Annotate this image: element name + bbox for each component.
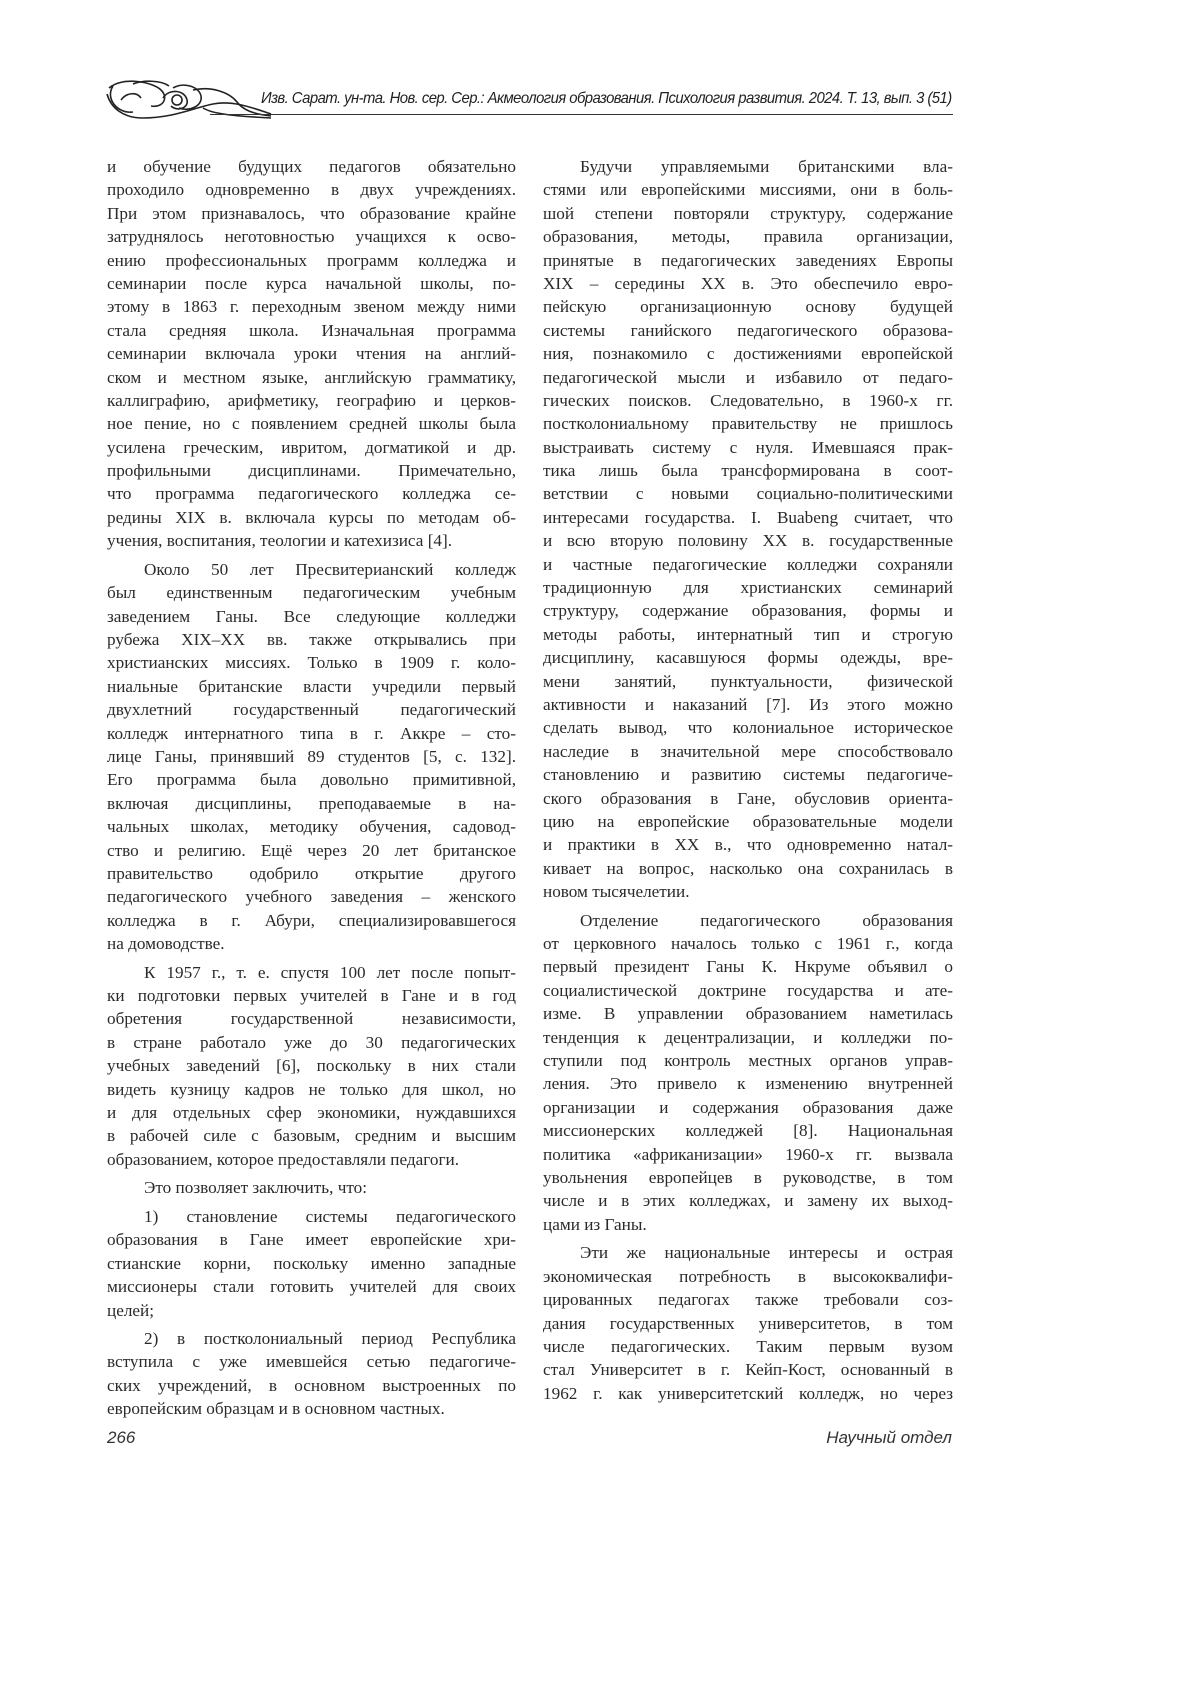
text-line: ступили под контроль местных органов управ- <box>543 1049 953 1072</box>
text-line: ство и религию. Ещё через 20 лет британское <box>107 839 516 862</box>
text-line: рубежа XIX–XX вв. также открывались при <box>107 628 516 651</box>
text-line: миссионеры стали готовить учителей для своих <box>107 1275 516 1298</box>
text-line: тенденция к децентрализации, и колледжи по- <box>543 1026 953 1049</box>
text-line: кивает на вопрос, насколько она сохранилась в <box>543 857 953 880</box>
paragraph <box>107 961 516 1172</box>
text-line: в рабочей силе с базовым, средним и высшим <box>107 1124 516 1147</box>
text-line: стала средняя школа. Изначальная программа <box>107 319 516 342</box>
text-line: социалистической доктрине государства и ате- <box>543 979 953 1002</box>
text-line: видеть кузницу кадров не только для школ, но <box>107 1078 516 1101</box>
text-line: политика «африканизации» 1960-х гг. вызвала <box>543 1143 953 1166</box>
text-line: цию на европейские образовательные модели <box>543 810 953 833</box>
text-line: ском и местном языке, английскую грамматику, <box>107 366 516 389</box>
header-divider <box>210 114 953 115</box>
text-line: в стране работало уже до 30 педагогических <box>107 1031 516 1054</box>
text-line: К 1957 г., т. е. спустя 100 лет после попыт- <box>107 961 516 984</box>
text-line: дисциплину, касавшуюся формы одежды, вре- <box>543 646 953 669</box>
text-line: учения, воспитания, теологии и катехизиса [4]. <box>107 529 516 552</box>
text-line: редины XIX в. включала курсы по методам об- <box>107 506 516 529</box>
text-line: числе педагогических. Таким первым вузом <box>543 1335 953 1358</box>
text-line: XIX – середины XX в. Это обеспечило евро- <box>543 272 953 295</box>
text-line: стями или европейскими миссиями, они в боль- <box>543 178 953 201</box>
text-line: педагогического учебного заведения – женского <box>107 885 516 908</box>
paragraph <box>107 1176 516 1199</box>
text-line: выстраивать систему с нуля. Имевшаяся прак- <box>543 436 953 459</box>
text-line: от церковного началось только с 1961 г., когда <box>543 932 953 955</box>
text-line: новом тысячелетии. <box>543 880 953 903</box>
text-line: заведением Ганы. Все следующие колледжи <box>107 605 516 628</box>
text-line: педагогической мысли и избавило от педаго- <box>543 366 953 389</box>
text-line: колледж интернатного типа в г. Аккре – сто- <box>107 722 516 745</box>
text-line: и обучение будущих педагогов обязательно <box>107 155 516 178</box>
text-line: активности и наказаний [7]. Из этого можно <box>543 693 953 716</box>
text-line: усилена греческим, ивритом, догматикой и др. <box>107 436 516 459</box>
text-line: принятые в педагогических заведениях Европы <box>543 249 953 272</box>
text-line: лице Ганы, принявший 89 студентов [5, с. 132]. <box>107 745 516 768</box>
text-line: 2) в постколониальный период Республика <box>107 1327 516 1350</box>
text-line: стал Университет в г. Кейп-Кост, основанный в <box>543 1358 953 1381</box>
text-line: включая дисциплины, преподаваемые в на- <box>107 792 516 815</box>
text-line: организации и содержания образования даже <box>543 1096 953 1119</box>
text-line: и всю вторую половину XX в. государственные <box>543 529 953 552</box>
text-line: ского образования в Гане, обусловив ориента- <box>543 787 953 810</box>
text-line: увольнения европейцев в руководстве, в том <box>543 1166 953 1189</box>
paragraph <box>107 558 516 956</box>
text-line: семинарии включала уроки чтения на англий- <box>107 342 516 365</box>
text-line: числе и в этих колледжах, и замену их выход- <box>543 1189 953 1212</box>
text-line: и практики в XX в., что одновременно натал- <box>543 833 953 856</box>
text-line: Отделение педагогического образования <box>543 909 953 932</box>
text-line: образования в Гане имеет европейские хри- <box>107 1228 516 1251</box>
text-line: Эти же национальные интересы и острая <box>543 1241 953 1264</box>
text-line: дания государственных университетов, в том <box>543 1312 953 1335</box>
text-line: и частные педагогические колледжи сохраняли <box>543 553 953 576</box>
paragraph <box>107 1205 516 1322</box>
paragraph <box>107 155 516 553</box>
text-line: структуру, содержание образования, формы и <box>543 599 953 622</box>
text-line: Будучи управляемыми британскими вла- <box>543 155 953 178</box>
paragraph <box>543 909 953 1236</box>
text-line: на домоводстве. <box>107 932 516 955</box>
text-line: затруднялось неготовностью учащихся к осво- <box>107 225 516 248</box>
text-line: ки подготовки первых учителей в Гане и в год <box>107 984 516 1007</box>
text-line: учебных заведений [6], поскольку в них стали <box>107 1054 516 1077</box>
text-line: колледжа в г. Абури, специализировавшегося <box>107 909 516 932</box>
right-column <box>543 155 953 1410</box>
text-line: 1962 г. как университетский колледж, но через <box>543 1382 953 1405</box>
text-line: традиционную для христианских семинарий <box>543 576 953 599</box>
section-title: Научный отдел <box>826 1428 952 1448</box>
text-line: христианских миссиях. Только в 1909 г. коло- <box>107 651 516 674</box>
text-line: пейскую организационную основу будущей <box>543 295 953 318</box>
text-line: интересами государства. I. Buabeng считает, что <box>543 506 953 529</box>
text-line: проходило одновременно в двух учреждениях. <box>107 178 516 201</box>
text-line: и для отдельных сфер экономики, нуждавшихся <box>107 1101 516 1124</box>
text-line: каллиграфию, арифметику, географию и церков- <box>107 389 516 412</box>
left-column <box>107 155 516 1426</box>
text-line: ное пение, но с появлением средней школы была <box>107 412 516 435</box>
paragraph <box>543 1241 953 1405</box>
text-line: 1) становление системы педагогического <box>107 1205 516 1228</box>
text-line: постколониальному правительству не пришлось <box>543 412 953 435</box>
text-line: ветствии с новыми социально-политическими <box>543 482 953 505</box>
journal-header: Изв. Сарат. ун-та. Нов. сер. Сер.: Акмеология образования. Психология развития. 2024. Т. 13, вып. 3 (51) <box>261 90 952 108</box>
text-line: Его программа была довольно примитивной, <box>107 768 516 791</box>
text-line: обретения государственной независимости, <box>107 1007 516 1030</box>
text-line: гических поисков. Следовательно, в 1960-х гг. <box>543 389 953 412</box>
text-line: Около 50 лет Пресвитерианский колледж <box>107 558 516 581</box>
text-line: ления. Это привело к изменению внутренней <box>543 1072 953 1095</box>
text-line: ению профессиональных программ колледжа и <box>107 249 516 272</box>
text-line: системы ганийского педагогического образова- <box>543 319 953 342</box>
text-line: мени занятий, пунктуальности, физической <box>543 670 953 693</box>
text-line: чальных школах, методику обучения, садовод- <box>107 815 516 838</box>
text-line: сделать вывод, что колониальное историческое <box>543 716 953 739</box>
text-line: первый президент Ганы К. Нкруме объявил о <box>543 955 953 978</box>
text-line: образования, методы, правила организации, <box>543 225 953 248</box>
text-line: миссионерских колледжей [8]. Национальная <box>543 1119 953 1142</box>
text-line: двухлетний государственный педагогический <box>107 698 516 721</box>
text-line: вступила с уже имевшейся сетью педагогиче- <box>107 1350 516 1373</box>
text-line: правительство одобрило открытие другого <box>107 862 516 885</box>
text-line: цами из Ганы. <box>543 1213 953 1236</box>
text-line: образованием, которое предоставляли педагоги. <box>107 1148 516 1171</box>
text-line: наследие в значительной мере способствовало <box>543 740 953 763</box>
text-line: ских учреждений, в основном выстроенных по <box>107 1374 516 1397</box>
paragraph <box>543 155 953 904</box>
text-line: был единственным педагогическим учебным <box>107 581 516 604</box>
text-line: шой степени повторяли структуру, содержание <box>543 202 953 225</box>
journal-ornament-logo <box>103 78 273 124</box>
text-line: методы работы, интернатный тип и строгую <box>543 623 953 646</box>
text-line: профильными дисциплинами. Примечательно, <box>107 459 516 482</box>
text-line: При этом признавалось, что образование крайне <box>107 202 516 225</box>
text-line: изме. В управлении образованием наметилась <box>543 1002 953 1025</box>
text-line: что программа педагогического колледжа се- <box>107 482 516 505</box>
text-line: семинарии после курса начальной школы, по- <box>107 272 516 295</box>
paragraph <box>107 1327 516 1421</box>
text-line: становлению и развитию системы педагогиче- <box>543 763 953 786</box>
text-line: тика лишь была трансформирована в соот- <box>543 459 953 482</box>
text-line: цированных педагогах также требовали соз- <box>543 1288 953 1311</box>
text-line: ниальные британские власти учредили первый <box>107 675 516 698</box>
text-line: Это позволяет заключить, что: <box>107 1176 516 1199</box>
text-line: стианские корни, поскольку именно западные <box>107 1252 516 1275</box>
text-line: этому в 1863 г. переходным звеном между ними <box>107 295 516 318</box>
text-line: европейским образцам и в основном частных. <box>107 1397 516 1420</box>
text-line: ния, познакомило с достижениями европейской <box>543 342 953 365</box>
page-number: 266 <box>107 1428 135 1448</box>
text-line: целей; <box>107 1299 516 1322</box>
text-line: экономическая потребность в высококвалифи- <box>543 1265 953 1288</box>
